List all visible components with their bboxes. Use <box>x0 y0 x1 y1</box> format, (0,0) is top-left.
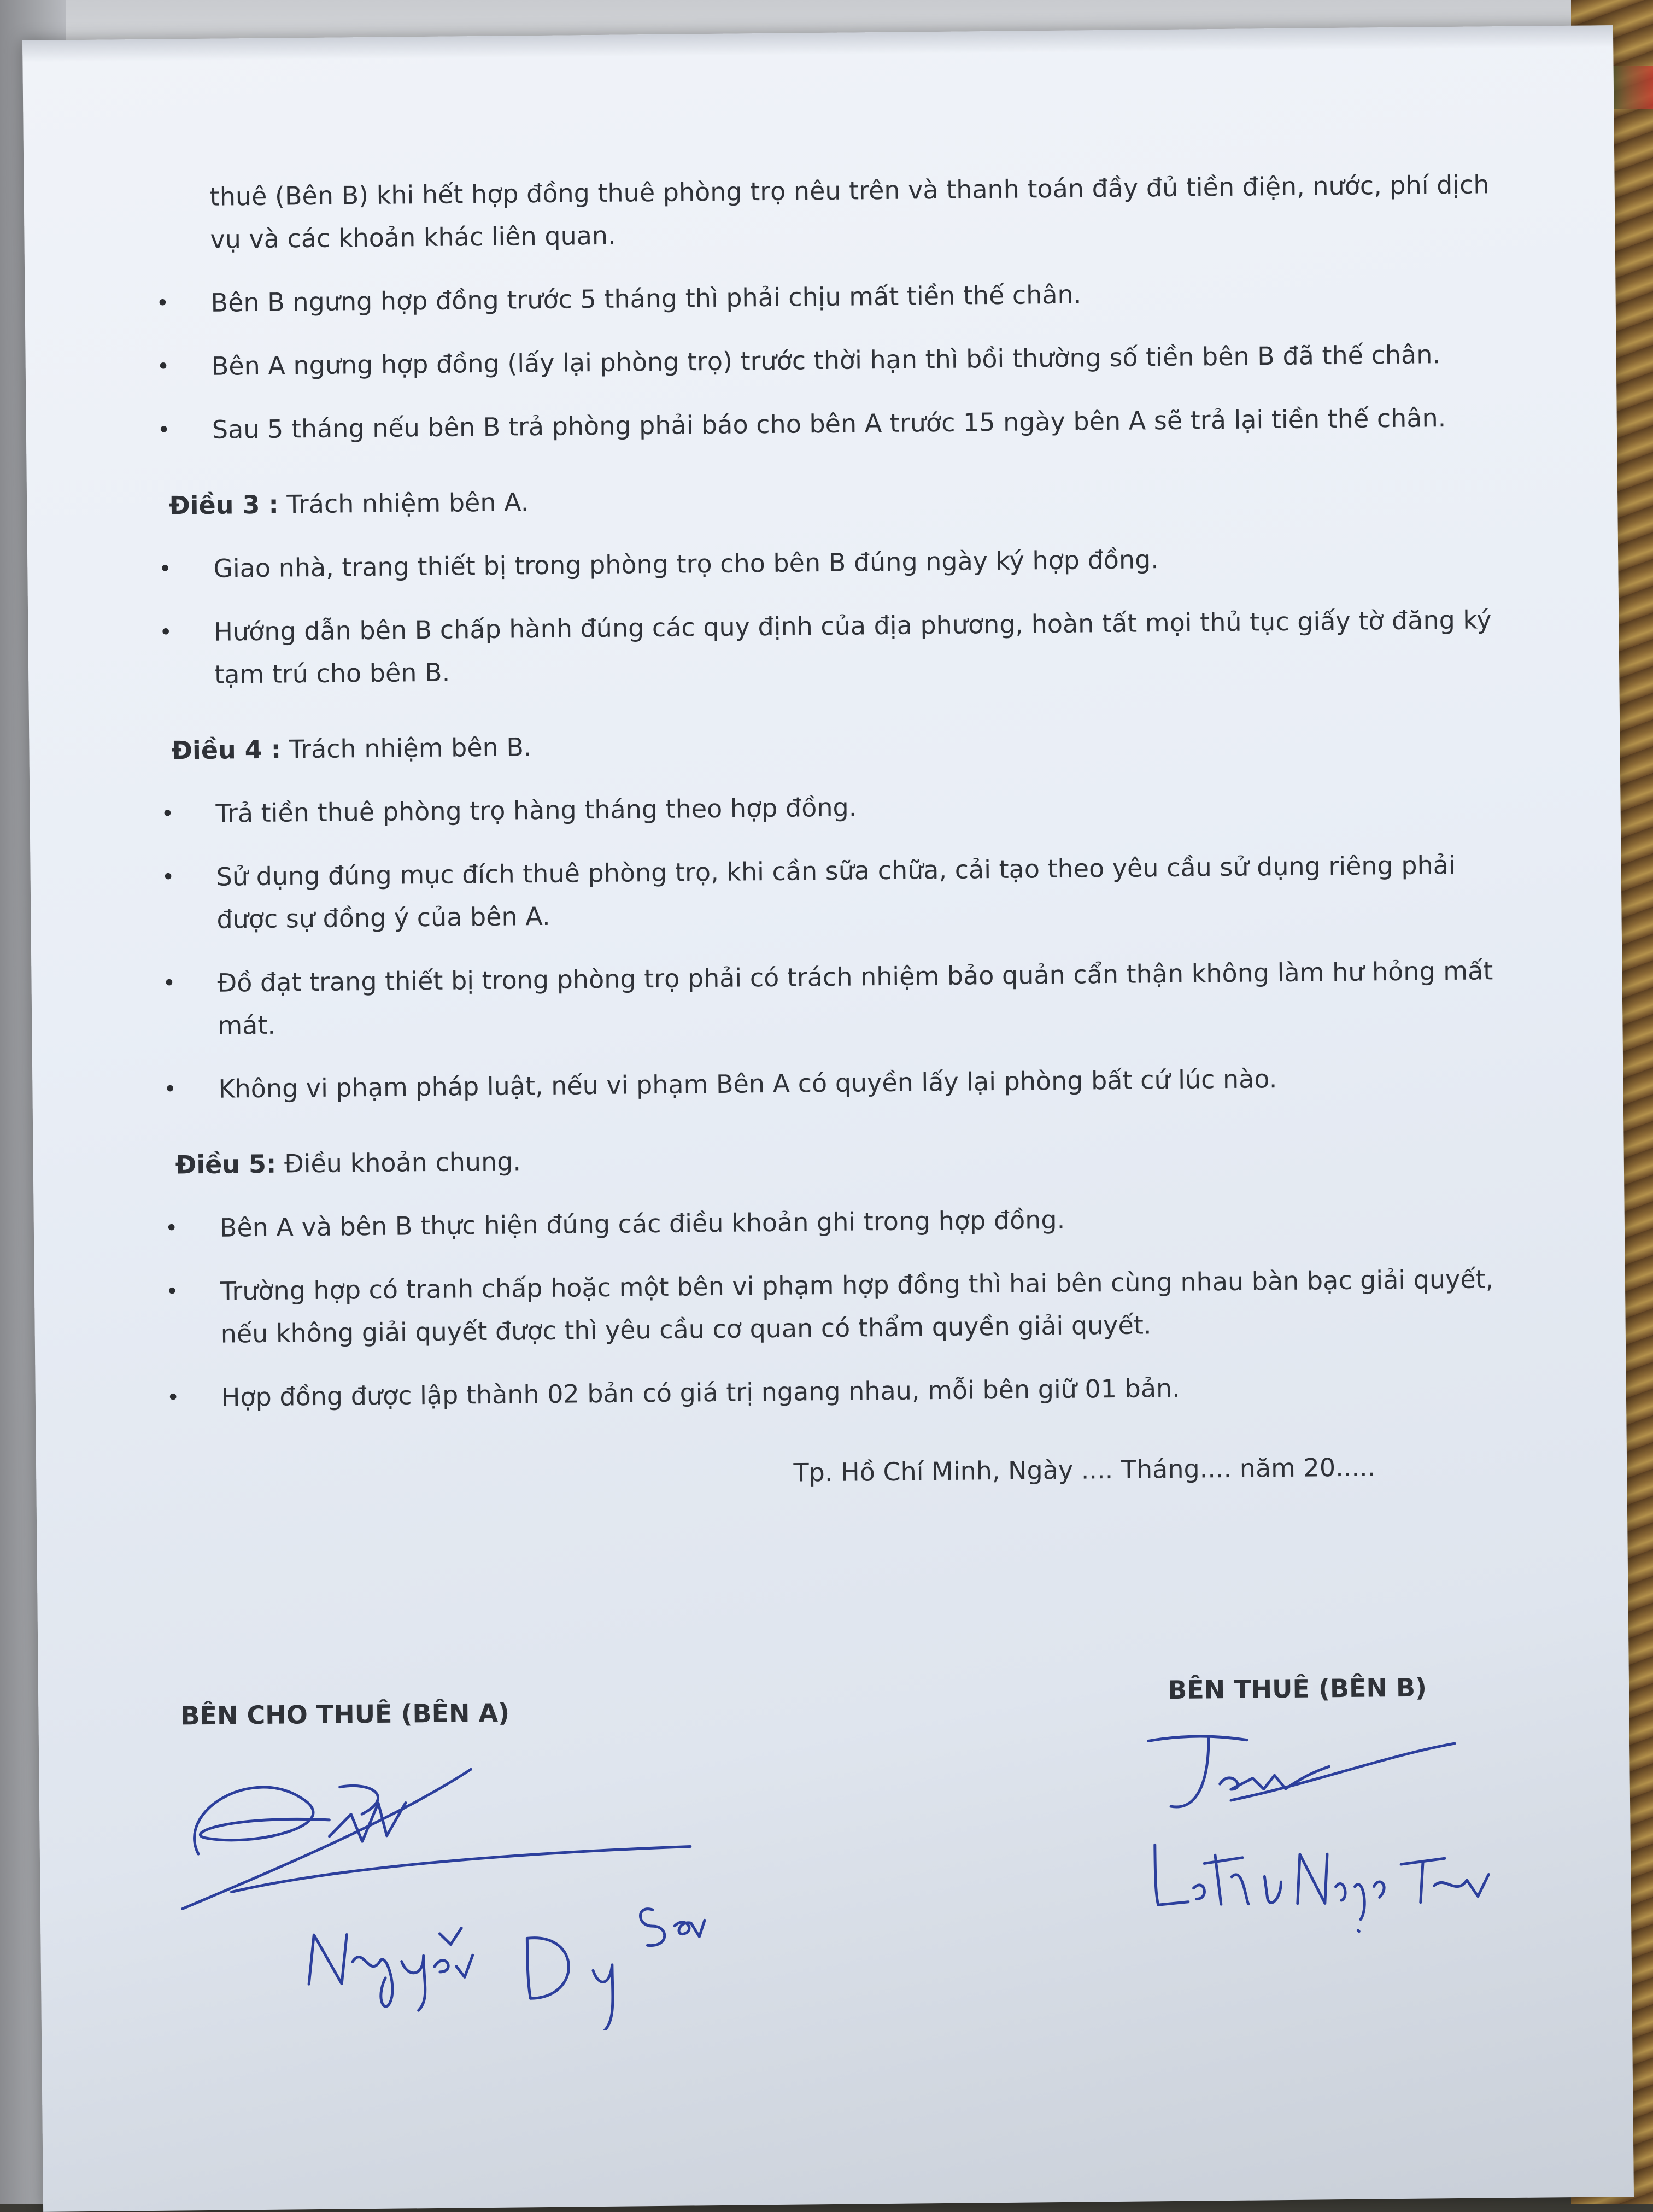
bullet-icon: • <box>165 1279 179 1304</box>
list-item: • Hướng dẫn bên B chấp hành đúng các quy định của địa phương, hoàn tất mọi thủ tục giấy tờ đăng ký tạm trú cho bên B. <box>159 605 1492 689</box>
list-item: • Trả tiền thuê phòng trọ hàng tháng theo hợp đồng. <box>172 780 1511 835</box>
list-item: • Bên A và bên B thực hiện đúng các điều khoản ghi trong hợp đồng. <box>175 1194 1515 1250</box>
list-item: • Sau 5 tháng nếu bên B trả phòng phải báo cho bên A trước 15 ngày bên A sẽ trả lại tiền thế chân. <box>168 396 1508 452</box>
bullet-icon: • <box>166 1385 180 1411</box>
dieu-3-list <box>159 535 1510 697</box>
bullet-icon: • <box>165 1215 178 1241</box>
section-heading-dieu-5: Điều 5: Điều khoản chung. <box>175 1146 521 1180</box>
list-item: • Đồ đạt trang thiết bị trong phòng trọ phải có trách nhiệm bảo quản cẩn thận không làm hư hỏng mất mát. <box>162 956 1493 1040</box>
list-item: • Không vi phạm pháp luật, nếu vi phạm Bên A có quyền lấy lại phòng bất cứ lúc nào. <box>174 1055 1514 1111</box>
dieu-5-list <box>165 1194 1517 1419</box>
list-item: • Sử dụng đúng mục đích thuê phòng trọ, khi cần sữa chữa, cải tạo theo yêu cầu sử dụng riêng phải được sự đồng ý của bên A. <box>161 850 1456 934</box>
bullet-icon: • <box>159 619 173 645</box>
party-b-signature-drawing <box>1137 1710 1522 1944</box>
dieu-4-list <box>161 780 1514 1110</box>
list-item: • Hợp đồng được lập thành 02 bản có giá trị ngang nhau, mỗi bên giữ 01 bản. <box>177 1364 1517 1419</box>
bullet-icon: • <box>156 354 170 379</box>
bullet-icon: • <box>159 556 172 582</box>
section-heading-dieu-4: Điều 4 : Trách nhiệm bên B. <box>171 732 532 765</box>
date-line: Tp. Hồ Chí Minh, Ngày .... Tháng.... năm 20..... <box>793 1452 1376 1488</box>
bullet-icon: • <box>157 417 171 443</box>
bullet-icon: • <box>161 864 175 890</box>
party-b-signature <box>1137 1710 1522 1944</box>
list-item: • Bên A ngưng hợp đồng (lấy lại phòng trọ) trước thời hạn thì bồi thường số tiền bên B đã thế chân. <box>167 332 1507 388</box>
party-b-title: BÊN THUÊ (BÊN B) <box>1168 1672 1427 1705</box>
party-a-signature <box>165 1723 796 2035</box>
party-a-signature-drawing <box>165 1723 796 2035</box>
opening-continuation: thuê (Bên B) khi hết hợp đồng thuê phòng trọ nêu trên và thanh toán đầy đủ tiền điện, nước, phí dịch vụ và các khoản khác liên quan. <box>209 169 1490 254</box>
bullet-icon: • <box>163 1076 177 1102</box>
signature-section <box>148 1655 1518 2051</box>
contract-body <box>156 163 1517 1500</box>
bullet-icon: • <box>162 970 176 996</box>
list-item: • Bên B ngưng hợp đồng trước 5 tháng thì phải chịu mất tiền thế chân. <box>167 269 1507 325</box>
list-item: • Trường hợp có tranh chấp hoặc một bên vi phạm hợp đồng thì hai bên cùng nhau bàn bạc giải quyết, nếu không giải quyết được thì yêu cầu cơ quan có thẩm quyền giải quyết. <box>165 1264 1494 1349</box>
bullet-icon: • <box>161 801 174 827</box>
bullet-icon: • <box>156 290 169 316</box>
top-bullet-list <box>156 269 1508 452</box>
list-item: • Giao nhà, trang thiết bị trong phòng trọ cho bên B đúng ngày ký hợp đồng. <box>169 535 1509 590</box>
section-heading-dieu-3: Điều 3 : Trách nhiệm bên A. <box>168 487 529 520</box>
contract-page <box>22 25 1634 2212</box>
party-a-title: BÊN CHO THUÊ (BÊN A) <box>180 1698 510 1731</box>
